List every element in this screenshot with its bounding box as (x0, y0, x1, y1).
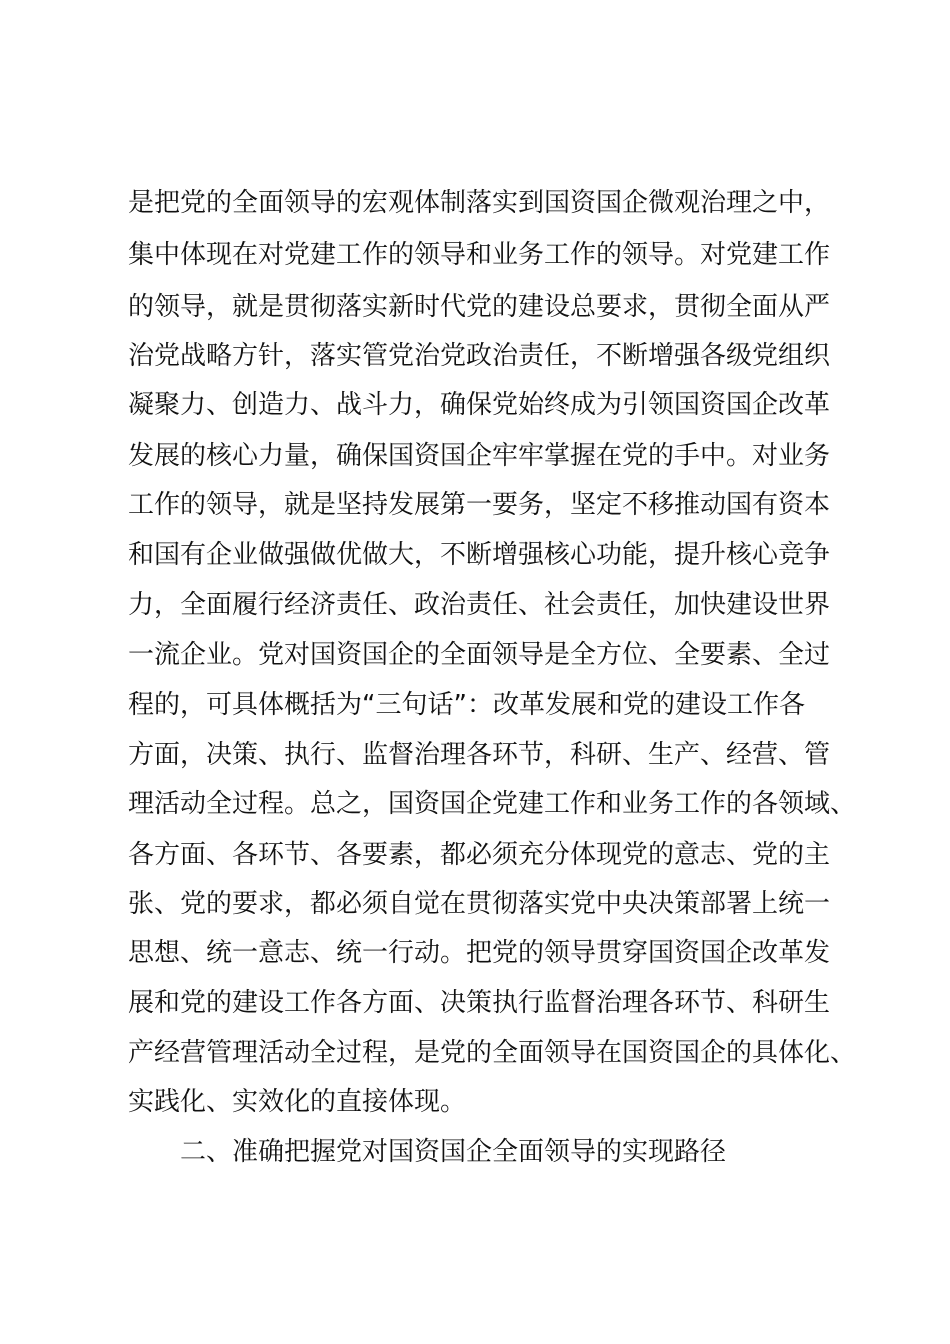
paragraph-line: 理活动全过程。总之，国资国企党建工作和业务工作的各领域、 (128, 789, 857, 819)
paragraph-line: 的领导，就是贯彻落实新时代党的建设总要求，贯彻全面从严 (128, 292, 831, 322)
paragraph-line: 工作的领导，就是坚持发展第一要务，坚定不移推动国有资本 (128, 490, 831, 520)
paragraph-line: 集中体现在对党建工作的领导和业务工作的领导。对党建工作 (128, 240, 831, 270)
paragraph-line: 思想、统一意志、统一行动。把党的领导贯穿国资国企改革发 (128, 938, 831, 968)
section-heading: 二、准确把握党对国资国企全面领导的实现路径 (180, 1137, 727, 1167)
paragraph-line: 实践化、实效化的直接体现。 (128, 1087, 467, 1117)
paragraph-line: 张、党的要求，都必须自觉在贯彻落实党中央决策部署上统一 (128, 889, 831, 919)
paragraph-line: 一流企业。党对国资国企的全面领导是全方位、全要素、全过 (128, 640, 831, 670)
paragraph-line: 各方面、各环节、各要素，都必须充分体现党的意志、党的主 (128, 840, 831, 870)
paragraph-line: 方面，决策、执行、监督治理各环节，科研、生产、经营、管 (128, 740, 831, 770)
paragraph-line: 凝聚力、创造力、战斗力，确保党始终成为引领国资国企改革 (128, 390, 831, 420)
paragraph-line: 和国有企业做强做优做大，不断增强核心功能，提升核心竞争 (128, 540, 831, 570)
paragraph-line: 力，全面履行经济责任、政治责任、社会责任，加快建设世界 (128, 590, 831, 620)
paragraph-line: 程的，可具体概括为“三句话”：改革发展和党的建设工作各 (128, 690, 805, 720)
paragraph-line: 发展的核心力量，确保国资国企牢牢掌握在党的手中。对业务 (128, 441, 831, 471)
paragraph-line: 产经营管理活动全过程，是党的全面领导在国资国企的具体化、 (128, 1038, 857, 1068)
paragraph-line: 展和党的建设工作各方面、决策执行监督治理各环节、科研生 (128, 988, 831, 1018)
paragraph-line: 治党战略方针，落实管党治党政治责任，不断增强各级党组织 (128, 341, 831, 371)
paragraph-line: 是把党的全面领导的宏观体制落实到国资国企微观治理之中， (128, 188, 831, 218)
